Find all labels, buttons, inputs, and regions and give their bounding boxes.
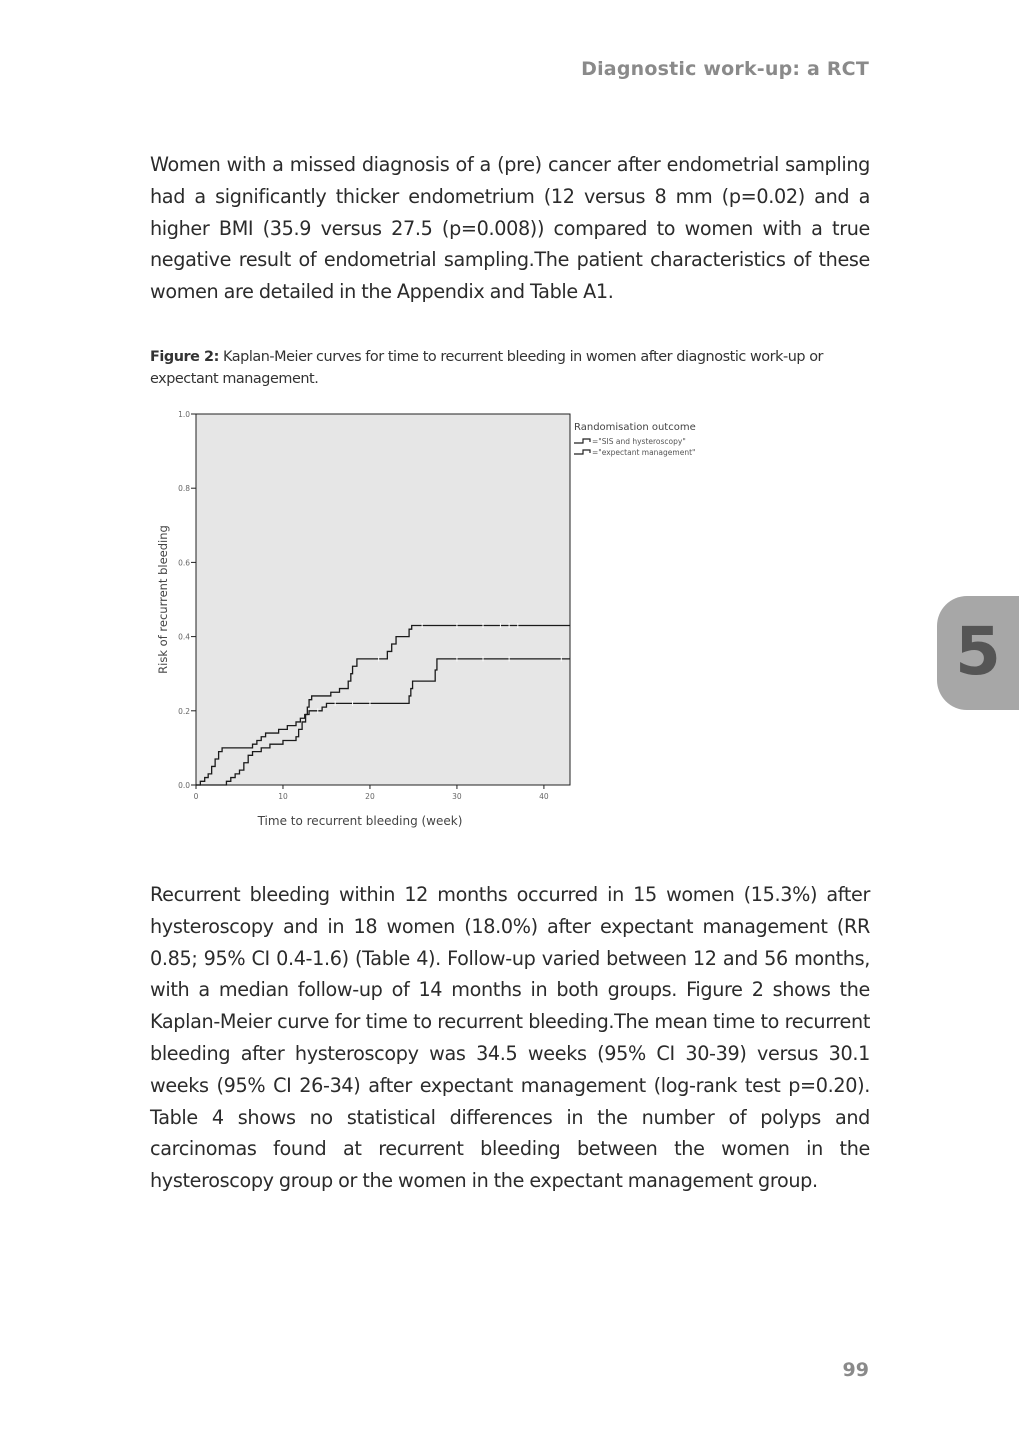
x-tick-label: 20 [365,792,375,801]
y-tick-label: 0.6 [178,558,190,568]
x-tick-label: 10 [278,792,288,801]
page-number: 99 [842,1359,869,1381]
x-tick-label: 40 [539,792,549,801]
y-tick-label: 0.0 [178,781,190,790]
kaplan-meier-chart [150,404,730,834]
body-paragraph-2: Recurrent bleeding within 12 months occurred in 15 women (15.3%) after hysteroscopy and in 18 women (18.0%) after expectant management (RR 0.85; 95% CI 0.4-1.6) (Table 4). Follow-up varied between 12 and 56 months, with a median follow-up of 14 months in both groups. Figure 2 shows the Kaplan-Meier curve for time to recurrent bleeding.The mean time to recurrent bleeding after hysteroscopy was 34.5 weeks (95% CI 30-39) versus 30.1 weeks (95% CI 26-34) after expectant management (log-rank test p=0.20). Table 4 shows no statistical differences in the number of polyps and carcinomas found at recurrent bleeding between the women in the hysteroscopy group or the women in the expectant management group. [150,883,870,1193]
figure-caption-text: Kaplan-Meier curves for time to recurrent bleeding in women after diagnostic work-up or expectant management. [150,349,824,387]
x-axis-label: Time to recurrent bleeding (week) [257,814,463,828]
y-axis-label: Risk of recurrent bleeding [156,525,170,674]
body-paragraph-1: Women with a missed diagnosis of a (pre) cancer after endometrial sampling had a significantly thicker endometrium (12 versus 8 mm (p=0.02) and a higher BMI (35.9 versus 27.5 (p=0.008)) compared to women with a true negative result of endometrial sampling.The patient characteristics of these women are detailed in the Appendix and Table A1. [150,153,870,304]
x-tick-label: 0 [193,792,199,801]
y-tick-label: 1.0 [178,410,190,419]
running-head: Diagnostic work-up: a RCT [581,58,869,80]
legend-label-series-2: ="expectant management" [592,448,696,457]
y-tick-label: 0.2 [178,706,190,716]
legend-title: Randomisation outcome [574,422,696,433]
y-tick-label: 0.4 [178,632,190,642]
legend-marker-series-2 [574,450,590,454]
plot-background [196,414,570,785]
chapter-number: 5 [955,613,1001,690]
legend-marker-series-1 [574,439,590,443]
figure-caption [150,346,870,390]
chart-legend [574,422,696,457]
y-tick-label: 0.8 [178,484,190,494]
x-tick-label: 30 [452,792,462,801]
figure-label: Figure 2: [150,349,219,365]
legend-label-series-1: ="SIS and hysteroscopy" [592,437,686,446]
chapter-tab [937,596,1019,710]
